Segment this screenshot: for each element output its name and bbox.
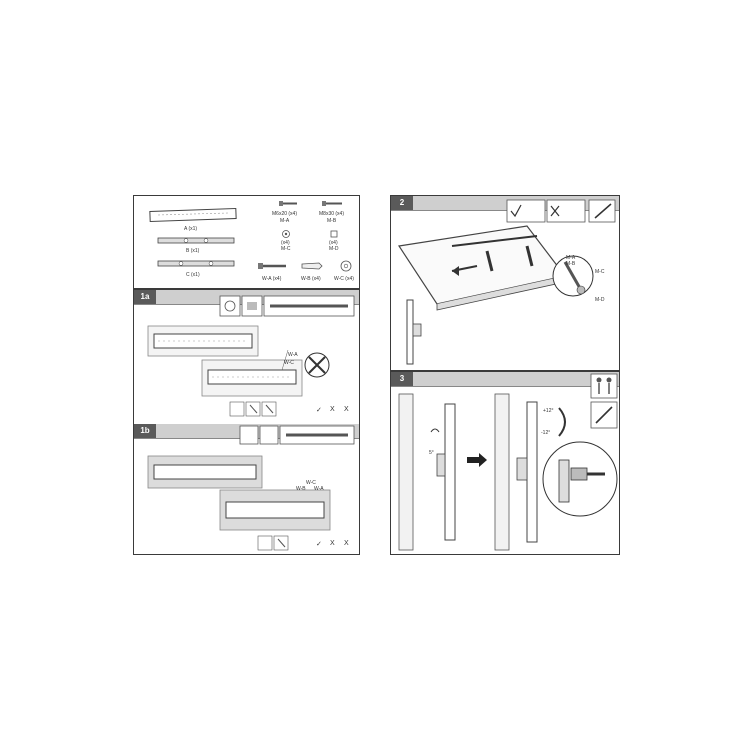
part-mb-qty: M8x30 (x4) (319, 211, 345, 217)
no-drywall-icon (304, 352, 330, 378)
screw-mb-icon (322, 201, 344, 207)
step-3-number: 3 (391, 372, 413, 386)
callout-md-2: M-D (595, 297, 605, 303)
screw-ma-icon (279, 201, 299, 207)
wall-type-icons-1a (220, 296, 356, 316)
tool-icons-1b (258, 536, 308, 550)
bracket-a-drawing (148, 208, 238, 224)
part-ma-code: M-A (280, 218, 290, 224)
two-person-icon (591, 374, 617, 398)
part-mc-code: M-C (281, 246, 291, 252)
part-wb-label: W-B (x4) (301, 276, 321, 282)
part-a-label: A (x1) (184, 226, 198, 232)
step-1-panel (133, 289, 360, 555)
part-md-code: M-D (329, 246, 339, 252)
part-wc-label: W-C (x4) (334, 276, 354, 282)
right-arrow-icon (465, 452, 489, 468)
screwdriver-icon (591, 402, 617, 428)
part-b-label: B (x1) (186, 248, 200, 254)
part-wa-label: W-A (x4) (262, 276, 282, 282)
part-mc-qty: (x4) (281, 240, 290, 246)
tool-icons-1a (230, 402, 304, 416)
callout-mc-2: M-C (595, 269, 605, 275)
step-3-panel (390, 371, 620, 555)
anchor-wb-icon (301, 261, 323, 271)
part-md-qty: (x4) (329, 240, 338, 246)
part-ma-qty: M6x20 (x4) (272, 211, 298, 217)
bracket-on-wall-1b (148, 456, 262, 488)
arm-b-drawing (156, 236, 236, 246)
step-3-header (391, 372, 619, 387)
tilt-up-label: +12° (543, 408, 554, 414)
tilt-down-label: -12° (541, 430, 551, 436)
step-2-number: 2 (391, 196, 413, 210)
arm-c-drawing (156, 259, 236, 269)
wall-type-icons-1b (240, 426, 356, 444)
mark-1a-3: X (344, 406, 349, 413)
screw-check-icons (507, 200, 617, 222)
bracket-on-wall-1b-detail (220, 490, 330, 530)
mark-1a-2: X (330, 406, 335, 413)
part-c-label: C (x1) (186, 272, 200, 278)
washer-mc-icon (282, 230, 290, 238)
callout-wa-1a: W-A (288, 352, 298, 358)
washer-wc-icon (340, 260, 352, 272)
callout-mb-2: M-B (566, 261, 576, 267)
step-2-panel (390, 195, 620, 371)
tilt-lock-detail (541, 440, 619, 518)
mark-1b-2: X (330, 540, 335, 547)
callout-wa-1b: W-A (314, 486, 324, 492)
mark-1b-1: ✓ (316, 541, 322, 548)
spacer-md-icon (330, 230, 338, 238)
part-mb-code: M-B (327, 218, 337, 224)
step-1a-number: 1a (134, 290, 156, 304)
callout-wc-1b: W-C (306, 480, 316, 486)
callout-wb-1b: W-B (296, 486, 306, 492)
tilt-arc-icon (557, 406, 573, 438)
callout-ma-2: M-A (566, 255, 576, 261)
bracket-on-wall-1a (148, 326, 258, 356)
tilt-angle-label: 5° (429, 450, 434, 456)
mark-1a-1: ✓ (316, 407, 322, 414)
callout-wc-1a: W-C (284, 360, 294, 366)
step-1b-number: 1b (134, 424, 156, 438)
screw-wa-icon (258, 262, 288, 270)
wall-and-tv-before (399, 394, 461, 550)
tv-back-drawing (397, 226, 567, 310)
mark-1b-3: X (344, 540, 349, 547)
tv-side-profile (401, 300, 431, 364)
parts-panel (133, 195, 360, 289)
